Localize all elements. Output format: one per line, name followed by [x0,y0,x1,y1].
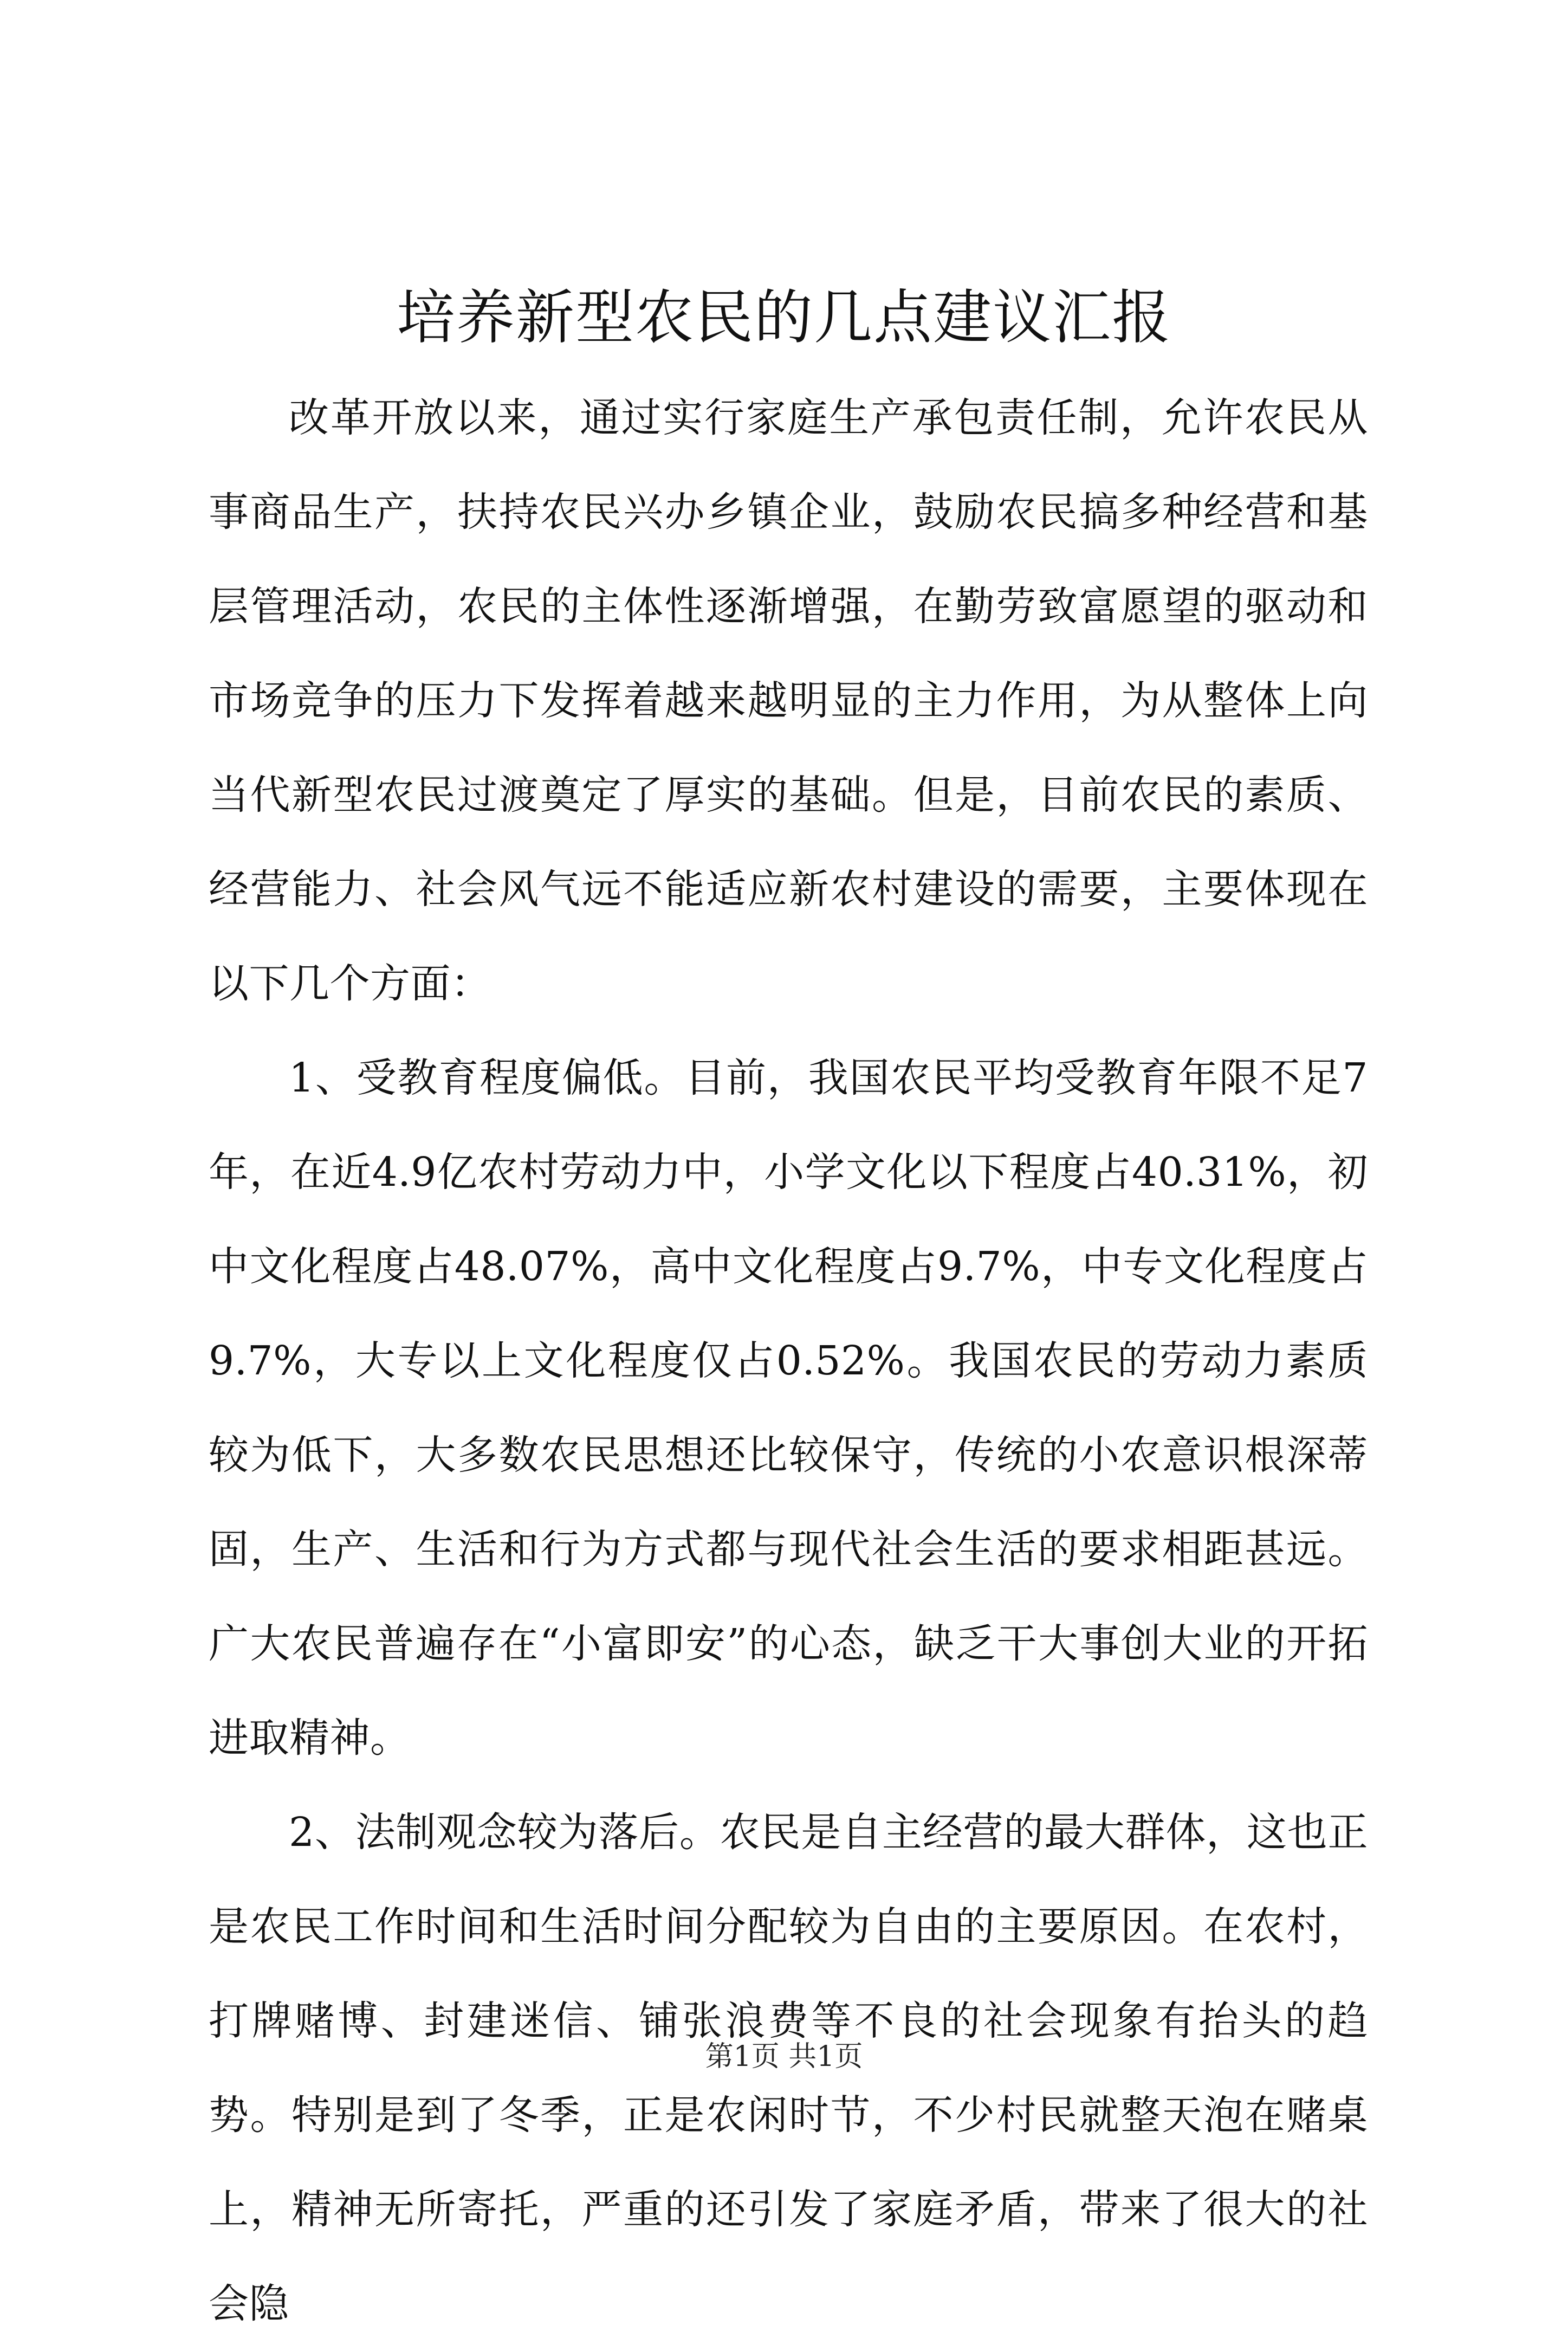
page-number-footer: 第1页 共1页 [705,2040,863,2073]
paragraph-education: 1、受教育程度偏低。目前，我国农民平均受教育年限不足7年，在近4.9亿农村劳动力中，小学文化以下程度占40.31%，初中文化程度占48.07%，高中文化程度占9.7%，中专文化程度占9.7%，大专以上文化程度仅占0.52%。我国农民的劳动力素质较为低下，大多数农民思想还比较保守，传统的小农意识根深蒂固，生产、生活和行为方式都与现代社会生活的要求相距甚远。广大农民普遍存在“小富即安”的心态，缺乏干大事创大业的开拓进取精神。 [209,1055,1368,1761]
paragraph-intro: 改革开放以来，通过实行家庭生产承包责任制，允许农民从事商品生产，扶持农民兴办乡镇企业，鼓励农民搞多种经营和基层管理活动，农民的主体性逐渐增强，在勤劳致富愿望的驱动和市场竞争的压力下发挥着越来越明显的主力作用，为从整体上向当代新型农民过渡奠定了厚实的基础。但是，目前农民的素质、经营能力、社会风气远不能适应新农村建设的需要，主要体现在以下几个方面： [209,395,1368,1007]
document-title: 培养新型农民的几点建议汇报 [396,284,1171,352]
paragraph-legal: 2、法制观念较为落后。农民是自主经营的最大群体，这也正是农民工作时间和生活时间分配较为自由的主要原因。在农村，打牌赌博、封建迷信、铺张浪费等不良的社会现象有抬头的趋势。特别是到了冬季，正是农闲时节，不少村民就整天泡在赌桌上，精神无所寄托，严重的还引发了家庭矛盾，带来了很大的社会隐 [209,1809,1368,2327]
